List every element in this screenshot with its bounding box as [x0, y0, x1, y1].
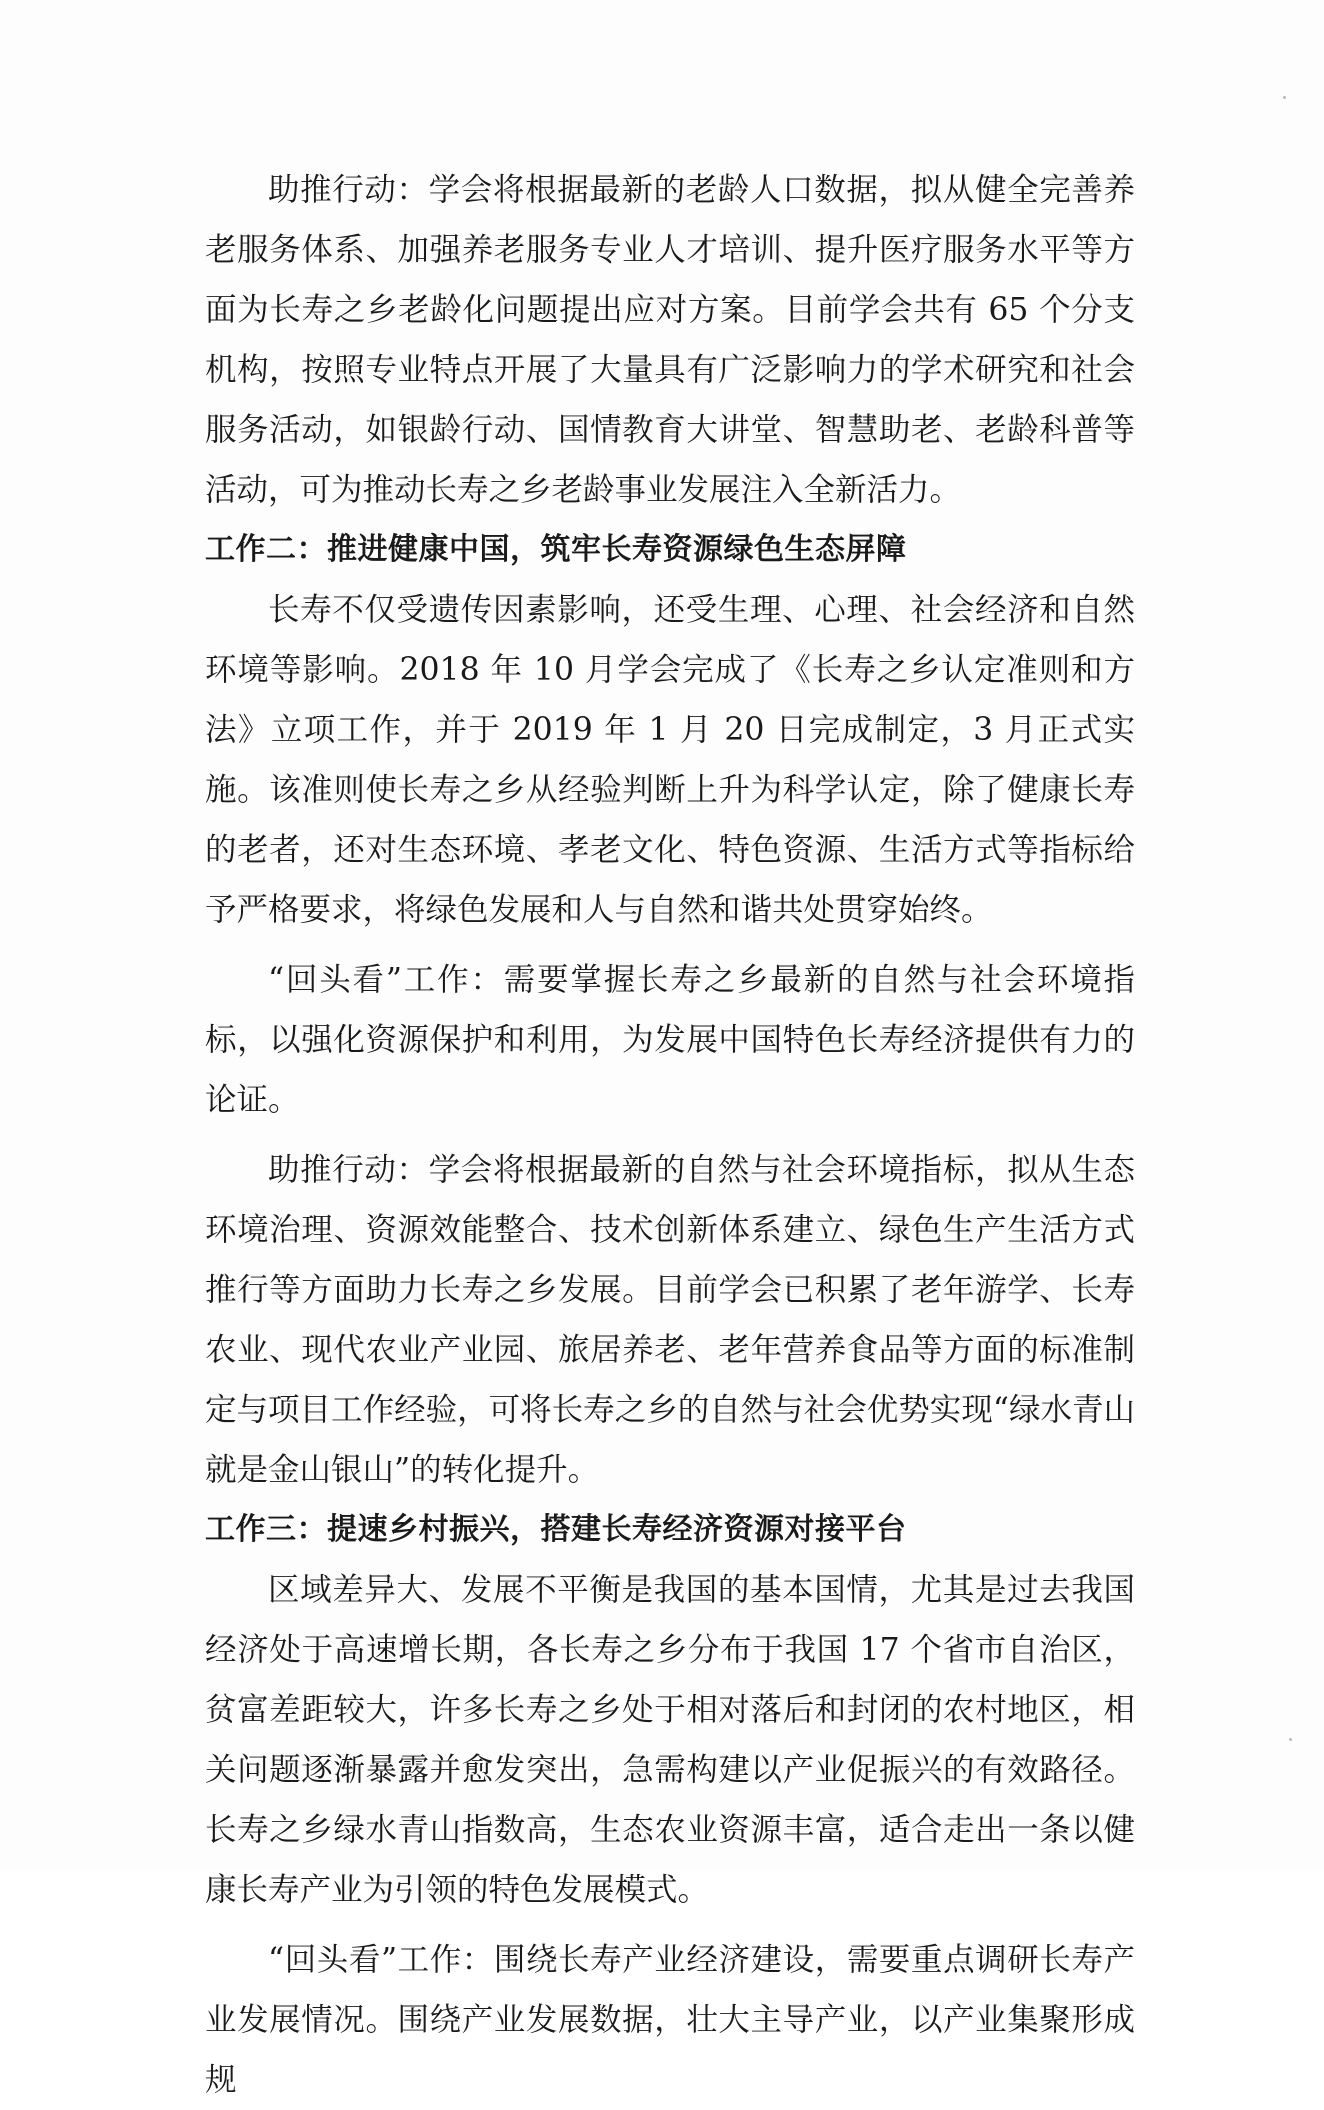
paragraph-gap	[205, 940, 1135, 950]
paragraph-gap	[205, 1920, 1135, 1930]
paragraph-review-industry: “回头看”工作：围绕长寿产业经济建设，需要重点调研长寿产业发展情况。围绕产业发展数据，壮大主导产业，以产业集聚形成规	[205, 1942, 1135, 2098]
paragraph-elderly-action: 助推行动：学会将根据最新的老龄人口数据，拟从健全完善养老服务体系、加强养老服务专业人才培训、提升医疗服务水平等方面为长寿之乡老龄化问题提出应对方案。目前学会共有 65 个分支机构，按照专业特点开展了大量具有广泛影响力的学术研究和社会服务活动，如银龄行动、国情教育大讲堂、智慧助老、老龄科普等活动，可为推动长寿之乡老龄事业发展注入全新活力。	[205, 172, 1135, 508]
paragraph-environment-action: 助推行动：学会将根据最新的自然与社会环境指标，拟从生态环境治理、资源效能整合、技术创新体系建立、绿色生产生活方式推行等方面助力长寿之乡发展。目前学会已积累了老年游学、长寿农业、现代农业产业园、旅居养老、老年营养食品等方面的标准制定与项目工作经验，可将长寿之乡的自然与社会优势实现“绿水青山就是金山银山”的转化提升。	[205, 1152, 1135, 1488]
paragraph-regional-differences: 区域差异大、发展不平衡是我国的基本国情，尤其是过去我国经济处于高速增长期，各长寿之乡分布于我国 17 个省市自治区，贫富差距较大，许多长寿之乡处于相对落后和封闭的农村地区，相关问题逐渐暴露并愈发突出，急需构建以产业促振兴的有效路径。长寿之乡绿水青山指数高，生态农业资源丰富，适合走出一条以健康长寿产业为引领的特色发展模式。	[205, 1572, 1135, 1908]
paragraph-gap	[205, 1130, 1135, 1140]
paragraph-longevity-factors: 长寿不仅受遗传因素影响，还受生理、心理、社会经济和自然环境等影响。2018 年 10 月学会完成了《长寿之乡认定准则和方法》立项工作，并于 2019 年 1 月 20 日完成制定，3 月正式实施。该准则使长寿之乡从经验判断上升为科学认定，除了健康长寿的老者，还对生态环境、孝老文化、特色资源、生活方式等指标给予严格要求，将绿色发展和人与自然和谐共处贯穿始终。	[205, 592, 1135, 928]
section-heading-work-two: 工作二：推进健康中国，筑牢长寿资源绿色生态屏障	[205, 532, 907, 567]
paragraph-review-environment: “回头看”工作：需要掌握长寿之乡最新的自然与社会环境指标，以强化资源保护和利用，为发展中国特色长寿经济提供有力的论证。	[205, 962, 1135, 1118]
scan-speck	[1289, 1738, 1292, 1741]
section-heading-work-three: 工作三：提速乡村振兴，搭建长寿经济资源对接平台	[205, 1512, 907, 1547]
document-body	[205, 160, 1135, 2110]
scan-speck	[1283, 96, 1286, 99]
